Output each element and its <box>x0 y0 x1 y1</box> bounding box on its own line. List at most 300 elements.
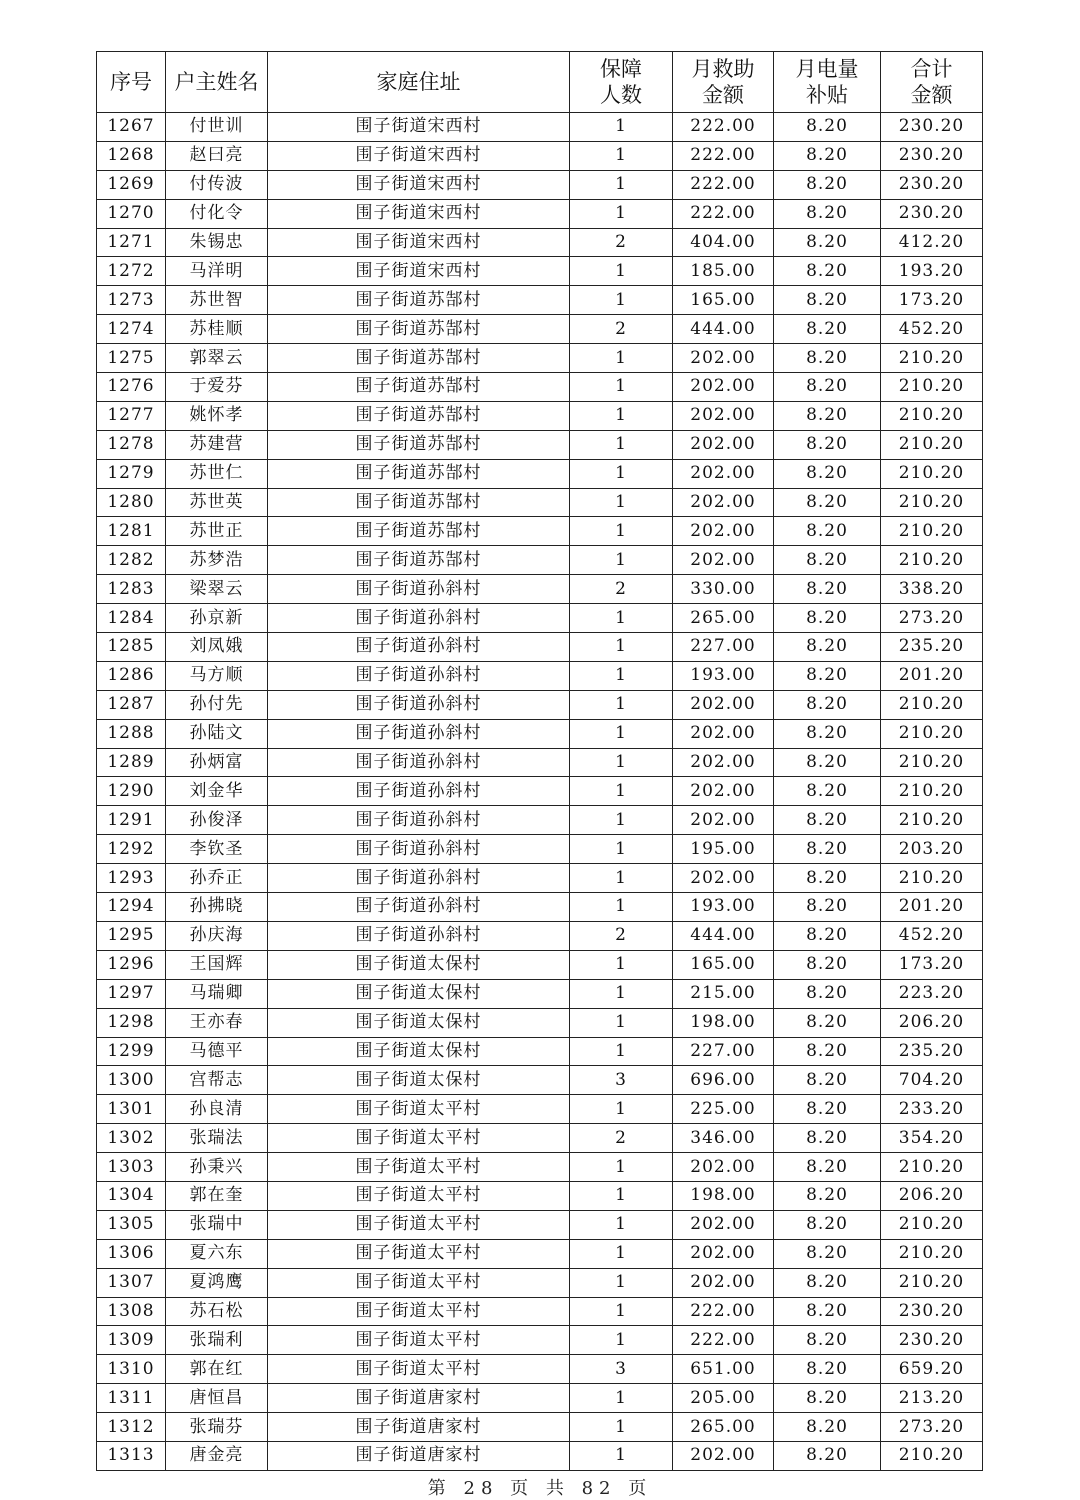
total-amount-cell: 230.20 <box>881 1326 983 1355</box>
covered-persons-cell: 1 <box>570 459 673 488</box>
monthly-relief-cell: 215.00 <box>673 979 774 1008</box>
monthly-relief-cell: 222.00 <box>673 1326 774 1355</box>
monthly-relief-cell: 165.00 <box>673 950 774 979</box>
home-address-cell: 围子街道孙斜村 <box>268 806 570 835</box>
table-row <box>97 719 983 748</box>
electricity-subsidy-cell: 8.20 <box>774 950 881 979</box>
total-amount-cell: 173.20 <box>881 950 983 979</box>
householder-name-cell: 苏桂顺 <box>166 315 268 344</box>
electricity-subsidy-cell: 8.20 <box>774 517 881 546</box>
page-number: 第 28 页 共 82 页 <box>427 1478 653 1499</box>
home-address-cell: 围子街道太平村 <box>268 1210 570 1239</box>
table-row <box>97 690 983 719</box>
monthly-relief-cell: 222.00 <box>673 199 774 228</box>
covered-persons-cell: 1 <box>570 950 673 979</box>
householder-name-cell: 孙拂晓 <box>166 893 268 922</box>
monthly-relief-cell: 198.00 <box>673 1181 774 1210</box>
table-row <box>97 430 983 459</box>
serial-number-cell: 1290 <box>97 777 166 806</box>
electricity-subsidy-cell: 8.20 <box>774 1239 881 1268</box>
serial-number-cell: 1271 <box>97 228 166 257</box>
serial-number-cell: 1313 <box>97 1441 166 1470</box>
householder-name-cell: 于爱芬 <box>166 373 268 402</box>
householder-name-cell: 苏世智 <box>166 286 268 315</box>
householder-name-cell: 姚怀孝 <box>166 401 268 430</box>
column-header-line: 月救助 <box>691 57 755 81</box>
total-amount-cell: 201.20 <box>881 893 983 922</box>
electricity-subsidy-cell: 8.20 <box>774 315 881 344</box>
serial-number-cell: 1283 <box>97 575 166 604</box>
covered-persons-cell: 1 <box>570 170 673 199</box>
monthly-relief-cell: 165.00 <box>673 286 774 315</box>
serial-number-cell: 1288 <box>97 719 166 748</box>
serial-number-cell: 1276 <box>97 373 166 402</box>
serial-number-cell: 1272 <box>97 257 166 286</box>
householder-name-cell: 张瑞中 <box>166 1210 268 1239</box>
householder-name-cell: 马洋明 <box>166 257 268 286</box>
covered-persons-cell: 1 <box>570 1326 673 1355</box>
table-row <box>97 113 983 142</box>
monthly-relief-cell: 202.00 <box>673 1153 774 1182</box>
table-row <box>97 1355 983 1384</box>
covered-persons-cell: 1 <box>570 835 673 864</box>
table-row <box>97 835 983 864</box>
home-address-cell: 围子街道孙斜村 <box>268 633 570 662</box>
monthly-relief-cell: 202.00 <box>673 459 774 488</box>
monthly-relief-cell: 195.00 <box>673 835 774 864</box>
table-row <box>97 1210 983 1239</box>
householder-name-cell: 王亦春 <box>166 1008 268 1037</box>
covered-persons-cell: 1 <box>570 488 673 517</box>
householder-name-cell: 苏建营 <box>166 430 268 459</box>
total-amount-cell: 210.20 <box>881 373 983 402</box>
table-row <box>97 315 983 344</box>
table-row <box>97 1326 983 1355</box>
covered-persons-cell: 1 <box>570 1384 673 1413</box>
monthly-relief-cell: 202.00 <box>673 690 774 719</box>
total-amount-cell: 210.20 <box>881 401 983 430</box>
table-row <box>97 950 983 979</box>
electricity-subsidy-cell: 8.20 <box>774 1066 881 1095</box>
covered-persons-cell: 1 <box>570 1268 673 1297</box>
serial-number-cell: 1270 <box>97 199 166 228</box>
covered-persons-cell: 2 <box>570 575 673 604</box>
serial-number-cell: 1297 <box>97 979 166 1008</box>
total-amount-cell: 210.20 <box>881 488 983 517</box>
table-body <box>97 113 983 1471</box>
monthly-relief-cell: 202.00 <box>673 864 774 893</box>
householder-name-cell: 张瑞法 <box>166 1124 268 1153</box>
table-row <box>97 575 983 604</box>
householder-name-cell: 郭在奎 <box>166 1181 268 1210</box>
serial-number-cell: 1281 <box>97 517 166 546</box>
monthly-relief-cell: 193.00 <box>673 893 774 922</box>
table-header-row <box>97 52 983 113</box>
home-address-cell: 围子街道孙斜村 <box>268 748 570 777</box>
home-address-cell: 围子街道太平村 <box>268 1297 570 1326</box>
electricity-subsidy-cell: 8.20 <box>774 719 881 748</box>
householder-name-cell: 夏六东 <box>166 1239 268 1268</box>
column-header-line: 合计 <box>910 57 953 81</box>
table-row <box>97 806 983 835</box>
serial-number-cell: 1294 <box>97 893 166 922</box>
serial-number-cell: 1303 <box>97 1153 166 1182</box>
table-row <box>97 1384 983 1413</box>
total-amount-cell: 235.20 <box>881 1037 983 1066</box>
electricity-subsidy-cell: 8.20 <box>774 835 881 864</box>
total-amount-cell: 210.20 <box>881 1210 983 1239</box>
table-row <box>97 661 983 690</box>
serial-number-cell: 1310 <box>97 1355 166 1384</box>
home-address-cell: 围子街道太保村 <box>268 1037 570 1066</box>
total-amount-cell: 201.20 <box>881 661 983 690</box>
covered-persons-cell: 2 <box>570 228 673 257</box>
column-header-line: 户主姓名 <box>174 70 259 94</box>
total-amount-cell: 210.20 <box>881 864 983 893</box>
covered-persons-cell: 1 <box>570 719 673 748</box>
covered-persons-cell: 1 <box>570 1153 673 1182</box>
electricity-subsidy-cell: 8.20 <box>774 430 881 459</box>
covered-persons-cell: 2 <box>570 921 673 950</box>
electricity-subsidy-cell: 8.20 <box>774 893 881 922</box>
home-address-cell: 围子街道孙斜村 <box>268 575 570 604</box>
householder-name-cell: 孙乔正 <box>166 864 268 893</box>
table-row <box>97 1037 983 1066</box>
column-header-line: 补贴 <box>806 83 848 107</box>
electricity-subsidy-cell: 8.20 <box>774 921 881 950</box>
column-header-line: 人数 <box>600 83 642 107</box>
householder-name-cell: 孙陆文 <box>166 719 268 748</box>
total-amount-cell: 273.20 <box>881 1413 983 1442</box>
householder-name-cell: 赵曰亮 <box>166 141 268 170</box>
covered-persons-cell: 1 <box>570 430 673 459</box>
householder-name-cell: 苏石松 <box>166 1297 268 1326</box>
monthly-relief-cell: 202.00 <box>673 1268 774 1297</box>
home-address-cell: 围子街道苏郜村 <box>268 546 570 575</box>
total-amount-cell: 210.20 <box>881 1441 983 1470</box>
table-row <box>97 170 983 199</box>
table-row <box>97 1008 983 1037</box>
table-row <box>97 286 983 315</box>
column-header-line: 保障 <box>600 57 642 81</box>
monthly-relief-cell: 202.00 <box>673 1441 774 1470</box>
home-address-cell: 围子街道孙斜村 <box>268 690 570 719</box>
table-row <box>97 459 983 488</box>
monthly-relief-cell: 651.00 <box>673 1355 774 1384</box>
electricity-subsidy-cell: 8.20 <box>774 748 881 777</box>
monthly-relief-cell: 227.00 <box>673 633 774 662</box>
serial-number-cell: 1305 <box>97 1210 166 1239</box>
monthly-relief-cell: 202.00 <box>673 748 774 777</box>
home-address-cell: 围子街道孙斜村 <box>268 835 570 864</box>
table-row <box>97 546 983 575</box>
householder-name-cell: 孙庆海 <box>166 921 268 950</box>
covered-persons-cell: 2 <box>570 315 673 344</box>
home-address-cell: 围子街道唐家村 <box>268 1441 570 1470</box>
total-amount-cell: 210.20 <box>881 1239 983 1268</box>
electricity-subsidy-cell: 8.20 <box>774 1384 881 1413</box>
total-amount-cell: 704.20 <box>881 1066 983 1095</box>
monthly-relief-cell: 202.00 <box>673 344 774 373</box>
serial-number-cell: 1268 <box>97 141 166 170</box>
householder-name-header <box>166 52 268 113</box>
electricity-subsidy-cell: 8.20 <box>774 344 881 373</box>
total-amount-cell: 354.20 <box>881 1124 983 1153</box>
covered-persons-cell: 1 <box>570 1297 673 1326</box>
monthly-relief-header <box>673 52 774 113</box>
householder-name-cell: 孙秉兴 <box>166 1153 268 1182</box>
monthly-relief-cell: 222.00 <box>673 113 774 142</box>
monthly-relief-cell: 404.00 <box>673 228 774 257</box>
electricity-subsidy-cell: 8.20 <box>774 459 881 488</box>
monthly-relief-cell: 202.00 <box>673 546 774 575</box>
home-address-cell: 围子街道太保村 <box>268 1008 570 1037</box>
column-header-line: 金额 <box>910 83 953 107</box>
covered-persons-cell: 1 <box>570 344 673 373</box>
covered-persons-cell: 1 <box>570 286 673 315</box>
table-row <box>97 1181 983 1210</box>
home-address-cell: 围子街道苏郜村 <box>268 286 570 315</box>
electricity-subsidy-cell: 8.20 <box>774 228 881 257</box>
serial-number-cell: 1280 <box>97 488 166 517</box>
table-row <box>97 257 983 286</box>
monthly-relief-cell: 265.00 <box>673 1413 774 1442</box>
electricity-subsidy-cell: 8.20 <box>774 1413 881 1442</box>
householder-name-cell: 梁翠云 <box>166 575 268 604</box>
total-amount-cell: 193.20 <box>881 257 983 286</box>
covered-persons-cell: 1 <box>570 1239 673 1268</box>
serial-number-cell: 1286 <box>97 661 166 690</box>
home-address-cell: 围子街道唐家村 <box>268 1413 570 1442</box>
electricity-subsidy-cell: 8.20 <box>774 1326 881 1355</box>
householder-name-cell: 唐恒昌 <box>166 1384 268 1413</box>
column-header-line: 家庭住址 <box>376 70 461 94</box>
covered-persons-cell: 1 <box>570 777 673 806</box>
home-address-cell: 围子街道太平村 <box>268 1326 570 1355</box>
covered-persons-cell: 1 <box>570 604 673 633</box>
table-row <box>97 1066 983 1095</box>
home-address-cell: 围子街道苏郜村 <box>268 373 570 402</box>
covered-persons-cell: 1 <box>570 257 673 286</box>
serial-number-cell: 1289 <box>97 748 166 777</box>
home-address-cell: 围子街道太平村 <box>268 1181 570 1210</box>
householder-name-cell: 苏世正 <box>166 517 268 546</box>
monthly-relief-cell: 222.00 <box>673 1297 774 1326</box>
table-row <box>97 893 983 922</box>
householder-name-cell: 宫帮志 <box>166 1066 268 1095</box>
table-row <box>97 199 983 228</box>
electricity-subsidy-cell: 8.20 <box>774 777 881 806</box>
total-amount-cell: 210.20 <box>881 777 983 806</box>
serial-number-cell: 1282 <box>97 546 166 575</box>
column-header-line: 月电量 <box>795 57 859 81</box>
total-amount-cell: 230.20 <box>881 113 983 142</box>
covered-persons-cell: 1 <box>570 141 673 170</box>
householder-name-cell: 付世训 <box>166 113 268 142</box>
total-amount-cell: 210.20 <box>881 806 983 835</box>
serial-number-cell: 1295 <box>97 921 166 950</box>
table-row <box>97 1239 983 1268</box>
serial-number-cell: 1308 <box>97 1297 166 1326</box>
covered-persons-header <box>570 52 673 113</box>
householder-name-cell: 夏鸿鹰 <box>166 1268 268 1297</box>
home-address-cell: 围子街道太平村 <box>268 1239 570 1268</box>
monthly-relief-cell: 202.00 <box>673 1239 774 1268</box>
total-amount-cell: 659.20 <box>881 1355 983 1384</box>
home-address-cell: 围子街道苏郜村 <box>268 401 570 430</box>
home-address-header <box>268 52 570 113</box>
relief-table-sheet <box>96 51 982 1471</box>
monthly-relief-cell: 202.00 <box>673 777 774 806</box>
electricity-subsidy-cell: 8.20 <box>774 401 881 430</box>
electricity-subsidy-cell: 8.20 <box>774 141 881 170</box>
total-amount-cell: 235.20 <box>881 633 983 662</box>
total-amount-cell: 206.20 <box>881 1008 983 1037</box>
serial-number-cell: 1277 <box>97 401 166 430</box>
householder-name-cell: 郭翠云 <box>166 344 268 373</box>
monthly-relief-cell: 198.00 <box>673 1008 774 1037</box>
electricity-subsidy-cell: 8.20 <box>774 1037 881 1066</box>
householder-name-cell: 张瑞芬 <box>166 1413 268 1442</box>
total-amount-cell: 210.20 <box>881 430 983 459</box>
home-address-cell: 围子街道宋西村 <box>268 141 570 170</box>
covered-persons-cell: 1 <box>570 633 673 662</box>
householder-name-cell: 付化令 <box>166 199 268 228</box>
home-address-cell: 围子街道太平村 <box>268 1124 570 1153</box>
serial-number-cell: 1306 <box>97 1239 166 1268</box>
monthly-relief-cell: 330.00 <box>673 575 774 604</box>
electricity-subsidy-cell: 8.20 <box>774 546 881 575</box>
electricity-subsidy-cell: 8.20 <box>774 373 881 402</box>
householder-name-cell: 马方顺 <box>166 661 268 690</box>
monthly-relief-cell: 202.00 <box>673 401 774 430</box>
table-row <box>97 517 983 546</box>
home-address-cell: 围子街道孙斜村 <box>268 864 570 893</box>
householder-name-cell: 朱锡忠 <box>166 228 268 257</box>
table-row <box>97 921 983 950</box>
total-amount-cell: 210.20 <box>881 748 983 777</box>
electricity-subsidy-cell: 8.20 <box>774 488 881 517</box>
monthly-relief-cell: 225.00 <box>673 1095 774 1124</box>
serial-number-cell: 1267 <box>97 113 166 142</box>
covered-persons-cell: 1 <box>570 979 673 1008</box>
total-amount-cell: 173.20 <box>881 286 983 315</box>
home-address-cell: 围子街道苏郜村 <box>268 430 570 459</box>
serial-number-cell: 1291 <box>97 806 166 835</box>
total-amount-cell: 230.20 <box>881 199 983 228</box>
serial-number-cell: 1284 <box>97 604 166 633</box>
table-row <box>97 1413 983 1442</box>
table-row <box>97 777 983 806</box>
home-address-cell: 围子街道孙斜村 <box>268 893 570 922</box>
householder-name-cell: 孙俊泽 <box>166 806 268 835</box>
relief-table <box>96 51 983 1471</box>
covered-persons-cell: 1 <box>570 661 673 690</box>
home-address-cell: 围子街道太平村 <box>268 1153 570 1182</box>
electricity-subsidy-cell: 8.20 <box>774 633 881 662</box>
total-amount-cell: 233.20 <box>881 1095 983 1124</box>
electricity-subsidy-cell: 8.20 <box>774 1153 881 1182</box>
monthly-relief-cell: 202.00 <box>673 488 774 517</box>
householder-name-cell: 李钦圣 <box>166 835 268 864</box>
home-address-cell: 围子街道孙斜村 <box>268 719 570 748</box>
electricity-subsidy-cell: 8.20 <box>774 199 881 228</box>
total-amount-cell: 452.20 <box>881 315 983 344</box>
serial-number-cell: 1275 <box>97 344 166 373</box>
monthly-relief-cell: 444.00 <box>673 315 774 344</box>
householder-name-cell: 唐金亮 <box>166 1441 268 1470</box>
home-address-cell: 围子街道孙斜村 <box>268 921 570 950</box>
householder-name-cell: 苏梦浩 <box>166 546 268 575</box>
total-amount-header <box>881 52 983 113</box>
table-row <box>97 1297 983 1326</box>
home-address-cell: 围子街道苏郜村 <box>268 344 570 373</box>
serial-number-cell: 1292 <box>97 835 166 864</box>
monthly-relief-cell: 265.00 <box>673 604 774 633</box>
serial-number-cell: 1302 <box>97 1124 166 1153</box>
serial-number-cell: 1299 <box>97 1037 166 1066</box>
householder-name-cell: 苏世英 <box>166 488 268 517</box>
serial-number-cell: 1298 <box>97 1008 166 1037</box>
total-amount-cell: 210.20 <box>881 546 983 575</box>
home-address-cell: 围子街道苏郜村 <box>268 315 570 344</box>
electricity-subsidy-cell: 8.20 <box>774 1297 881 1326</box>
table-row <box>97 979 983 1008</box>
total-amount-cell: 210.20 <box>881 1268 983 1297</box>
electricity-subsidy-cell: 8.20 <box>774 1210 881 1239</box>
electricity-subsidy-cell: 8.20 <box>774 806 881 835</box>
householder-name-cell: 孙付先 <box>166 690 268 719</box>
serial-number-cell: 1300 <box>97 1066 166 1095</box>
monthly-relief-cell: 444.00 <box>673 921 774 950</box>
covered-persons-cell: 1 <box>570 864 673 893</box>
serial-number-cell: 1279 <box>97 459 166 488</box>
serial-number-cell: 1304 <box>97 1181 166 1210</box>
householder-name-cell: 付传波 <box>166 170 268 199</box>
electricity-subsidy-cell: 8.20 <box>774 1441 881 1470</box>
serial-number-cell: 1285 <box>97 633 166 662</box>
table-row <box>97 748 983 777</box>
home-address-cell: 围子街道太平村 <box>268 1095 570 1124</box>
table-row <box>97 373 983 402</box>
serial-number-cell: 1274 <box>97 315 166 344</box>
table-row <box>97 344 983 373</box>
householder-name-cell: 马德平 <box>166 1037 268 1066</box>
home-address-cell: 围子街道唐家村 <box>268 1384 570 1413</box>
table-row <box>97 604 983 633</box>
total-amount-cell: 210.20 <box>881 344 983 373</box>
serial-number-cell: 1309 <box>97 1326 166 1355</box>
monthly-relief-cell: 202.00 <box>673 517 774 546</box>
serial-number-header <box>97 52 166 113</box>
covered-persons-cell: 1 <box>570 401 673 430</box>
covered-persons-cell: 1 <box>570 893 673 922</box>
home-address-cell: 围子街道宋西村 <box>268 113 570 142</box>
total-amount-cell: 338.20 <box>881 575 983 604</box>
home-address-cell: 围子街道太保村 <box>268 979 570 1008</box>
householder-name-cell: 孙良清 <box>166 1095 268 1124</box>
covered-persons-cell: 1 <box>570 1008 673 1037</box>
electricity-subsidy-cell: 8.20 <box>774 1095 881 1124</box>
serial-number-cell: 1278 <box>97 430 166 459</box>
covered-persons-cell: 1 <box>570 546 673 575</box>
serial-number-cell: 1296 <box>97 950 166 979</box>
monthly-relief-cell: 346.00 <box>673 1124 774 1153</box>
table-row <box>97 633 983 662</box>
electricity-subsidy-cell: 8.20 <box>774 1268 881 1297</box>
electricity-subsidy-cell: 8.20 <box>774 1181 881 1210</box>
column-header-line: 金额 <box>702 83 744 107</box>
